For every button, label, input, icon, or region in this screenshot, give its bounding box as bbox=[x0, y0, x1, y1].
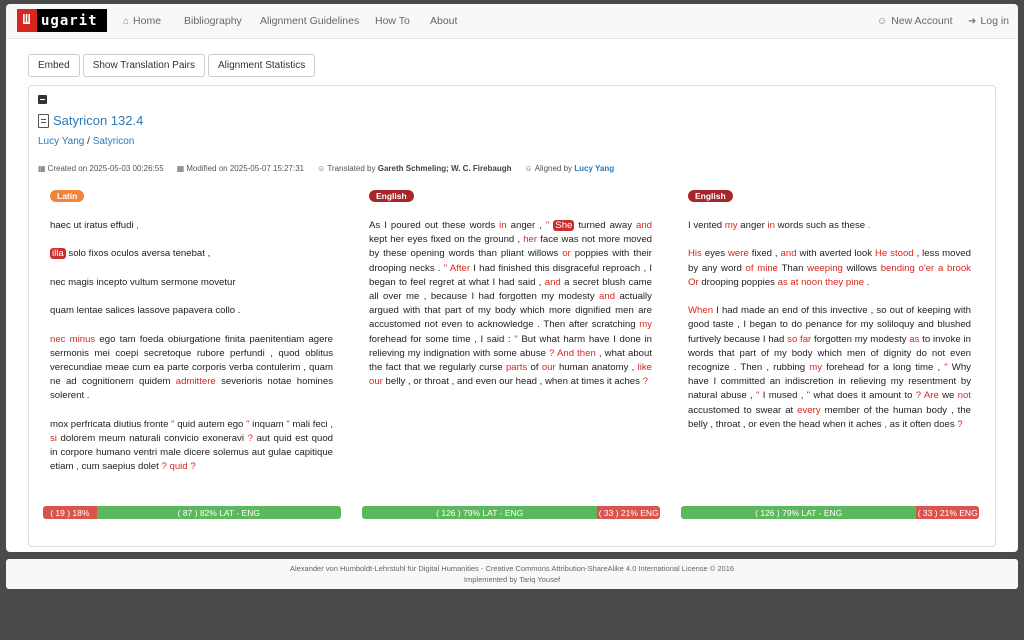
bar-segment-right: ( 87 ) 82% LAT - ENG bbox=[97, 506, 341, 519]
aligned-token[interactable]: ? bbox=[957, 418, 963, 430]
text-segment[interactable]: . bbox=[864, 276, 870, 288]
column-english-2 bbox=[681, 190, 979, 446]
ugarit-logo[interactable] bbox=[17, 9, 107, 32]
bar-segment-left: ( 19 ) 18% bbox=[43, 506, 97, 519]
aligned-token[interactable]: of mine bbox=[745, 262, 779, 274]
column-latin bbox=[43, 190, 341, 489]
selected-token[interactable]: She bbox=[555, 220, 573, 231]
translated-label: Translated by bbox=[327, 164, 376, 173]
nav-home[interactable] bbox=[123, 4, 161, 38]
document-title[interactable] bbox=[38, 113, 143, 128]
aligned-token[interactable]: " bbox=[286, 418, 290, 430]
alignment-bar-latin bbox=[43, 506, 341, 519]
text-segment[interactable]: I had finished this disgraceful reproach , I began to feel regret at what I had said , bbox=[369, 262, 652, 288]
aligned-token[interactable]: like our bbox=[369, 362, 652, 388]
navbar bbox=[6, 4, 1018, 39]
column-english-1 bbox=[362, 190, 660, 404]
aligned-token[interactable]: my bbox=[639, 319, 652, 331]
nav-new-account-label: New Account bbox=[891, 15, 953, 27]
aligned-token[interactable]: ? bbox=[161, 461, 167, 473]
aligned-token[interactable]: my bbox=[809, 362, 823, 373]
text-paragraph bbox=[688, 247, 971, 290]
text-segment[interactable]: poppies with their drooping necks . bbox=[369, 248, 652, 274]
aligned-token[interactable]: in bbox=[499, 220, 507, 231]
text-segment[interactable]: solo fixos oculos aversa tenebat , bbox=[65, 248, 211, 260]
aligned-token[interactable]: " bbox=[171, 418, 175, 430]
text-paragraph bbox=[50, 247, 333, 261]
column-text bbox=[43, 219, 341, 475]
aligned-token[interactable]: so far bbox=[787, 333, 812, 345]
text-segment[interactable]: what does it amount to bbox=[810, 390, 916, 402]
aligned-token[interactable]: every bbox=[797, 404, 821, 416]
logo-mark: Ш bbox=[17, 9, 37, 32]
aligned-token[interactable]: and bbox=[636, 220, 653, 231]
user-icon: ☺ bbox=[317, 164, 326, 173]
nav-new-account[interactable] bbox=[877, 4, 953, 38]
aligned-token[interactable]: " bbox=[514, 333, 518, 345]
text-segment[interactable]: face was not more moved by these opening words than pliant willows bbox=[369, 234, 652, 260]
created-label: Created on bbox=[47, 164, 88, 173]
aligned-label: Aligned by bbox=[534, 164, 573, 173]
text-segment[interactable]: anger , bbox=[506, 220, 546, 231]
home-icon: ⌂ bbox=[123, 15, 130, 27]
aligner-link[interactable]: Lucy Yang bbox=[574, 164, 615, 173]
aligned-token[interactable]: in bbox=[767, 220, 775, 231]
alignment-panel bbox=[28, 85, 996, 547]
footer bbox=[6, 559, 1018, 589]
translated-info bbox=[317, 164, 511, 173]
alignment-bar-english-1 bbox=[362, 506, 660, 519]
aligned-token[interactable]: bending o'er a brook bbox=[880, 262, 971, 274]
text-paragraph bbox=[50, 219, 333, 233]
text-segment[interactable]: , less moved by any word bbox=[688, 248, 971, 274]
text-paragraph bbox=[50, 418, 333, 475]
breadcrumb-user[interactable]: Lucy Yang bbox=[38, 136, 85, 147]
column-text bbox=[362, 219, 660, 389]
language-badge-english: English bbox=[688, 190, 733, 202]
aligned-token[interactable]: and bbox=[544, 276, 561, 288]
breadcrumb bbox=[38, 136, 134, 147]
aligned-token[interactable]: , bbox=[884, 418, 887, 430]
aligned-token[interactable]: ? bbox=[190, 461, 196, 473]
aligned-token[interactable]: " bbox=[756, 390, 760, 402]
text-segment[interactable]: haec ut iratus effudi bbox=[50, 220, 137, 231]
text-paragraph bbox=[50, 304, 333, 318]
text-segment[interactable]: fixed , bbox=[748, 248, 781, 260]
alignment-statistics-button[interactable]: Alignment Statistics bbox=[208, 54, 315, 77]
text-paragraph bbox=[369, 219, 652, 389]
text-segment[interactable]: as it often does bbox=[886, 418, 958, 430]
nav-login-label: Log in bbox=[980, 15, 1009, 27]
bar-segment-right: ( 33 ) 21% ENG bbox=[598, 507, 659, 518]
calendar-icon: ▦ bbox=[38, 164, 46, 173]
column-text bbox=[681, 219, 979, 432]
aligned-token[interactable]: " bbox=[545, 220, 550, 231]
aligned-token[interactable]: , bbox=[136, 220, 139, 231]
text-segment[interactable]: As I poured out these words bbox=[369, 220, 500, 231]
bar-segment-left: ( 126 ) 79% LAT - ENG bbox=[362, 506, 597, 519]
aligned-token[interactable]: parts bbox=[505, 362, 528, 374]
aligned-token[interactable]: He stood bbox=[874, 248, 914, 260]
aligned-token[interactable]: " After bbox=[443, 262, 471, 274]
aligned-token[interactable]: or bbox=[562, 248, 571, 260]
aligned-token[interactable]: quid bbox=[169, 461, 188, 473]
text-segment[interactable]: with averted look bbox=[796, 248, 875, 260]
text-segment[interactable]: quam lentae salices lassove papavera collo . bbox=[50, 305, 241, 317]
text-segment[interactable]: Than bbox=[778, 262, 808, 274]
aligned-info bbox=[525, 164, 615, 173]
breadcrumb-separator: / bbox=[87, 136, 90, 147]
text-segment[interactable]: kept her eyes fixed on the ground , bbox=[369, 234, 524, 246]
text-segment[interactable]: belly , or throat , and even our head , when at times it aches bbox=[382, 376, 643, 388]
user-icon: ☺ bbox=[877, 15, 888, 27]
created-info bbox=[38, 164, 164, 173]
nav-login[interactable] bbox=[968, 4, 1009, 38]
text-paragraph bbox=[688, 219, 971, 233]
text-segment[interactable]: drooping poppies bbox=[698, 276, 778, 288]
aligned-token[interactable]: her bbox=[523, 234, 538, 246]
text-segment[interactable]: we bbox=[938, 390, 958, 402]
aligned-token[interactable]: . bbox=[867, 220, 871, 231]
text-segment[interactable]: actually argued with that part of my body which more dignified men are accustomed not even to acknowledge . Then after scratching bbox=[369, 291, 652, 331]
text-segment[interactable]: cum saepius dolet bbox=[78, 461, 162, 473]
breadcrumb-collection[interactable]: Satyricon bbox=[92, 136, 135, 147]
aligned-token[interactable]: our bbox=[541, 362, 556, 374]
bar-segment-left: ( 126 ) 79% LAT - ENG bbox=[681, 506, 916, 519]
text-segment[interactable]: forgotten my modesty bbox=[811, 333, 910, 345]
aligned-token[interactable]: , bbox=[76, 461, 79, 473]
text-segment[interactable]: I mused , bbox=[759, 390, 807, 402]
file-icon bbox=[38, 114, 49, 128]
aligned-token[interactable]: His bbox=[688, 248, 702, 260]
aligned-token[interactable]: " bbox=[246, 418, 250, 430]
login-icon: ➜ bbox=[968, 15, 977, 27]
aligned-token[interactable]: ? bbox=[247, 432, 253, 444]
show-translation-pairs-button[interactable]: Show Translation Pairs bbox=[83, 54, 205, 77]
nav-bibliography[interactable]: Bibliography bbox=[184, 15, 242, 27]
aligned-token[interactable]: and bbox=[780, 248, 797, 260]
user-icon: ☺ bbox=[524, 164, 533, 173]
modified-date: 2025-05-07 15:27:31 bbox=[229, 164, 305, 173]
created-date: 2025-05-03 00:26:55 bbox=[89, 164, 164, 173]
text-segment[interactable]: severioris notae homines solerent . bbox=[50, 376, 333, 402]
aligned-token[interactable]: ? Are bbox=[915, 390, 939, 402]
language-badge-latin: Latin bbox=[50, 190, 84, 202]
logo-text: ugarit bbox=[41, 12, 98, 29]
footer-license: Alexander von Humboldt-Lehrstuhl für Digital Humanities - Creative Commons Attribution-ShareAlike 4.0 International License © 2016 bbox=[289, 564, 735, 573]
collapse-icon[interactable] bbox=[38, 95, 47, 104]
aligned-token[interactable]: nec minus bbox=[50, 333, 96, 345]
text-segment[interactable]: words such as these bbox=[774, 220, 868, 231]
selected-token[interactable]: illa bbox=[52, 248, 64, 260]
aligned-token[interactable]: as at noon they pine bbox=[777, 276, 865, 288]
text-segment[interactable]: I vented bbox=[688, 220, 725, 231]
aligned-token[interactable]: weeping bbox=[807, 262, 843, 274]
text-paragraph bbox=[688, 304, 971, 432]
text-segment[interactable]: accustomed to swear at bbox=[688, 404, 798, 416]
text-segment[interactable]: forehead for some time , I said : bbox=[369, 333, 515, 345]
text-segment[interactable]: But what harm have I done in relieving my indignation with some abuse bbox=[369, 333, 652, 359]
aligned-token[interactable]: not bbox=[957, 390, 971, 402]
text-segment[interactable]: I had made an end of this invective , so out of keeping with good taste , I began to do penance for my soliloquy and blushed furtively because I had bbox=[688, 305, 971, 345]
text-segment[interactable]: inquam bbox=[249, 418, 287, 430]
language-badge-english: English bbox=[369, 190, 414, 202]
toolbar bbox=[28, 54, 315, 77]
text-segment[interactable]: forehead for a long time , bbox=[822, 362, 945, 373]
nav-about[interactable]: About bbox=[430, 15, 458, 27]
translator-names: Gareth Schmeling; W. C. Firebaugh bbox=[377, 164, 512, 173]
text-segment[interactable]: willows bbox=[842, 262, 881, 274]
text-segment[interactable]: a secret blush came all over me , because I had forgotten my modesty bbox=[369, 276, 652, 303]
text-paragraph bbox=[50, 276, 333, 290]
footer-credit: Implemented by Tariq Yousef bbox=[463, 575, 561, 584]
nav-home-label: Home bbox=[133, 15, 162, 27]
text-segment[interactable]: human anatomy , bbox=[555, 362, 638, 374]
text-segment[interactable]: mox perfricata diutius fronte bbox=[50, 418, 172, 430]
text-segment[interactable]: of bbox=[527, 362, 542, 374]
text-segment[interactable]: mali feci , bbox=[289, 418, 333, 430]
document-meta bbox=[38, 164, 614, 173]
text-paragraph bbox=[50, 333, 333, 404]
aligned-token[interactable]: as bbox=[909, 333, 920, 345]
text-segment[interactable]: eyes bbox=[701, 248, 728, 260]
aligned-token[interactable]: si bbox=[50, 432, 57, 444]
alignment-bar-english-2 bbox=[681, 506, 979, 519]
modified-label: Modified on bbox=[186, 164, 228, 173]
text-segment[interactable]: Why have I committed an indiscretion in relieving my resentment by natural abuse , bbox=[688, 362, 971, 402]
embed-button[interactable]: Embed bbox=[28, 54, 80, 77]
aligned-token[interactable]: ? bbox=[642, 376, 648, 388]
calendar-icon: ▦ bbox=[176, 164, 185, 173]
page bbox=[6, 4, 1018, 552]
text-segment[interactable]: to invoke in words that part of my body which men of dignity do not even recognize . Then , rubbing bbox=[688, 333, 972, 373]
document-title-text: Satyricon 132.4 bbox=[53, 113, 144, 128]
aligned-token[interactable]: ? And then bbox=[549, 347, 596, 359]
text-segment[interactable]: member of the human body , the belly , throat , or even the head when it aches bbox=[688, 404, 971, 430]
nav-how-to[interactable]: How To bbox=[375, 15, 410, 27]
text-segment[interactable]: anger bbox=[737, 220, 768, 231]
text-segment[interactable]: turned away bbox=[574, 220, 636, 231]
aligned-token[interactable]: Or bbox=[688, 276, 699, 288]
nav-alignment-guidelines[interactable]: Alignment Guidelines bbox=[260, 15, 360, 27]
text-segment[interactable]: dolorem meum naturali convicio exoneravi bbox=[56, 432, 248, 444]
text-segment[interactable]: quid autem ego bbox=[174, 418, 247, 430]
aligned-token[interactable]: " bbox=[944, 362, 948, 373]
aligned-token[interactable]: my bbox=[724, 220, 738, 231]
aligned-token[interactable]: admittere bbox=[175, 376, 216, 388]
aligned-token[interactable]: When bbox=[688, 305, 714, 317]
text-segment[interactable]: ego tam foeda obiurgatione finita paenitentiam agere sermonis mei coepi secretoque rubore perfundi , quod oblitus verecundiae meae cum ea parte corporis verba contulerim , quam ne ad cognitionem quidem bbox=[50, 333, 333, 388]
text-segment[interactable]: nec magis incepto vultum sermone movetur bbox=[50, 276, 236, 288]
aligned-token[interactable]: were bbox=[728, 248, 749, 260]
text-segment[interactable]: , what about the fact that we regularly curse bbox=[369, 347, 652, 374]
aligned-token[interactable]: and bbox=[599, 291, 616, 303]
text-segment[interactable]: aut quid est quod in corpore humano ventri male dicere solemus aut gulae capitique etiam bbox=[50, 432, 334, 473]
modified-info bbox=[177, 164, 304, 173]
aligned-token[interactable]: " bbox=[806, 390, 811, 402]
bar-segment-right: ( 33 ) 21% ENG bbox=[917, 507, 978, 518]
